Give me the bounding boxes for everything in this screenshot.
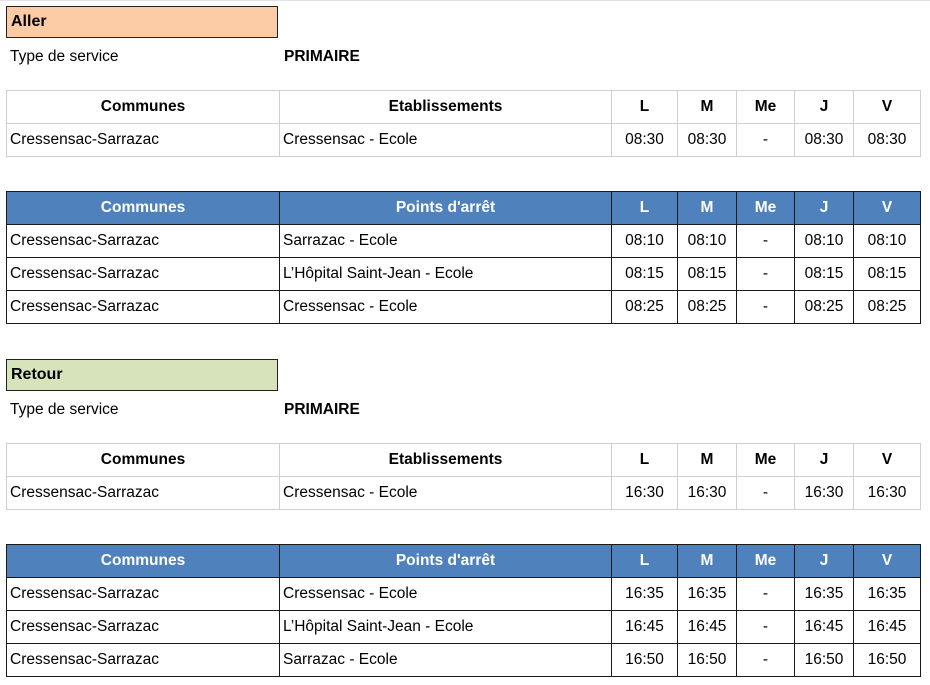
aller-service-label: Type de service — [10, 48, 119, 65]
cell-time-v: 08:30 — [854, 124, 921, 157]
cell-commune: Cressensac-Sarrazac — [7, 644, 280, 677]
header-day-v: V — [854, 444, 921, 477]
header-day-v: V — [854, 192, 921, 225]
header-day-me: Me — [737, 545, 795, 578]
cell-point-arret: Sarrazac - Ecole — [280, 644, 612, 677]
header-points-arret: Points d'arrêt — [280, 545, 612, 578]
cell-time-l: 16:45 — [612, 611, 678, 644]
header-day-j: J — [795, 444, 854, 477]
header-day-j: J — [795, 91, 854, 124]
retour-etablissements-table — [6, 443, 921, 510]
cell-time-m: 08:30 — [678, 124, 737, 157]
cell-commune: Cressensac-Sarrazac — [7, 258, 280, 291]
cell-point-arret: L’Hôpital Saint-Jean - Ecole — [280, 258, 612, 291]
cell-point-arret: Sarrazac - Ecole — [280, 225, 612, 258]
cell-commune: Cressensac-Sarrazac — [7, 477, 280, 510]
header-day-v: V — [854, 545, 921, 578]
table-row — [7, 644, 921, 677]
cell-commune: Cressensac-Sarrazac — [7, 291, 280, 324]
retour-stops-table — [6, 544, 921, 677]
header-day-l: L — [612, 192, 678, 225]
cell-commune: Cressensac-Sarrazac — [7, 124, 280, 157]
cell-time-m: 16:50 — [678, 644, 737, 677]
cell-time-j: 16:50 — [795, 644, 854, 677]
cell-point-arret: Cressensac - Ecole — [280, 578, 612, 611]
cell-time-l: 16:35 — [612, 578, 678, 611]
cell-commune: Cressensac-Sarrazac — [7, 611, 280, 644]
cell-time-me: - — [737, 611, 795, 644]
cell-time-l: 08:25 — [612, 291, 678, 324]
cell-time-j: 08:15 — [795, 258, 854, 291]
header-day-m: M — [678, 192, 737, 225]
header-day-l: L — [612, 545, 678, 578]
header-day-me: Me — [737, 444, 795, 477]
table-row — [7, 225, 921, 258]
cell-time-m: 16:30 — [678, 477, 737, 510]
top-divider — [0, 0, 930, 1]
cell-time-m: 16:45 — [678, 611, 737, 644]
table-header-row — [7, 192, 921, 225]
header-day-m: M — [678, 545, 737, 578]
header-etablissements: Etablissements — [280, 91, 612, 124]
table-row — [7, 477, 921, 510]
header-etablissements: Etablissements — [280, 444, 612, 477]
cell-time-j: 08:10 — [795, 225, 854, 258]
table-row — [7, 124, 921, 157]
cell-point-arret: L’Hôpital Saint-Jean - Ecole — [280, 611, 612, 644]
cell-time-m: 08:25 — [678, 291, 737, 324]
cell-time-v: 16:45 — [854, 611, 921, 644]
aller-service-value: PRIMAIRE — [284, 48, 360, 65]
cell-time-l: 08:30 — [612, 124, 678, 157]
header-day-l: L — [612, 444, 678, 477]
table-row — [7, 578, 921, 611]
cell-commune: Cressensac-Sarrazac — [7, 578, 280, 611]
table-row — [7, 258, 921, 291]
cell-time-j: 08:30 — [795, 124, 854, 157]
header-communes: Communes — [7, 444, 280, 477]
table-row — [7, 611, 921, 644]
header-points-arret: Points d'arrêt — [280, 192, 612, 225]
header-day-v: V — [854, 91, 921, 124]
retour-section-title: Retour — [6, 359, 278, 391]
cell-time-l: 08:15 — [612, 258, 678, 291]
cell-time-m: 16:35 — [678, 578, 737, 611]
aller-section-title: Aller — [6, 6, 278, 38]
cell-time-me: - — [737, 225, 795, 258]
cell-point-arret: Cressensac - Ecole — [280, 291, 612, 324]
header-day-me: Me — [737, 192, 795, 225]
cell-time-j: 16:35 — [795, 578, 854, 611]
cell-time-me: - — [737, 124, 795, 157]
table-header-row — [7, 545, 921, 578]
cell-time-v: 08:15 — [854, 258, 921, 291]
aller-stops-table — [6, 191, 921, 324]
header-communes: Communes — [7, 91, 280, 124]
table-header-row — [7, 91, 921, 124]
cell-commune: Cressensac-Sarrazac — [7, 225, 280, 258]
cell-time-m: 08:15 — [678, 258, 737, 291]
cell-time-l: 08:10 — [612, 225, 678, 258]
cell-time-me: - — [737, 644, 795, 677]
cell-time-v: 08:25 — [854, 291, 921, 324]
header-day-j: J — [795, 545, 854, 578]
cell-time-me: - — [737, 258, 795, 291]
cell-time-m: 08:10 — [678, 225, 737, 258]
cell-time-v: 16:30 — [854, 477, 921, 510]
cell-time-v: 16:50 — [854, 644, 921, 677]
cell-time-l: 16:30 — [612, 477, 678, 510]
cell-time-j: 08:25 — [795, 291, 854, 324]
header-communes: Communes — [7, 192, 280, 225]
cell-time-v: 08:10 — [854, 225, 921, 258]
header-communes: Communes — [7, 545, 280, 578]
cell-time-j: 16:30 — [795, 477, 854, 510]
cell-time-l: 16:50 — [612, 644, 678, 677]
retour-service-value: PRIMAIRE — [284, 401, 360, 418]
aller-etablissements-table — [6, 90, 921, 157]
header-day-j: J — [795, 192, 854, 225]
retour-service-label: Type de service — [10, 401, 119, 418]
cell-etablissement: Cressensac - Ecole — [280, 124, 612, 157]
cell-etablissement: Cressensac - Ecole — [280, 477, 612, 510]
cell-time-j: 16:45 — [795, 611, 854, 644]
cell-time-me: - — [737, 578, 795, 611]
cell-time-v: 16:35 — [854, 578, 921, 611]
cell-time-me: - — [737, 477, 795, 510]
cell-time-me: - — [737, 291, 795, 324]
table-header-row — [7, 444, 921, 477]
header-day-m: M — [678, 444, 737, 477]
header-day-m: M — [678, 91, 737, 124]
table-row — [7, 291, 921, 324]
header-day-me: Me — [737, 91, 795, 124]
header-day-l: L — [612, 91, 678, 124]
